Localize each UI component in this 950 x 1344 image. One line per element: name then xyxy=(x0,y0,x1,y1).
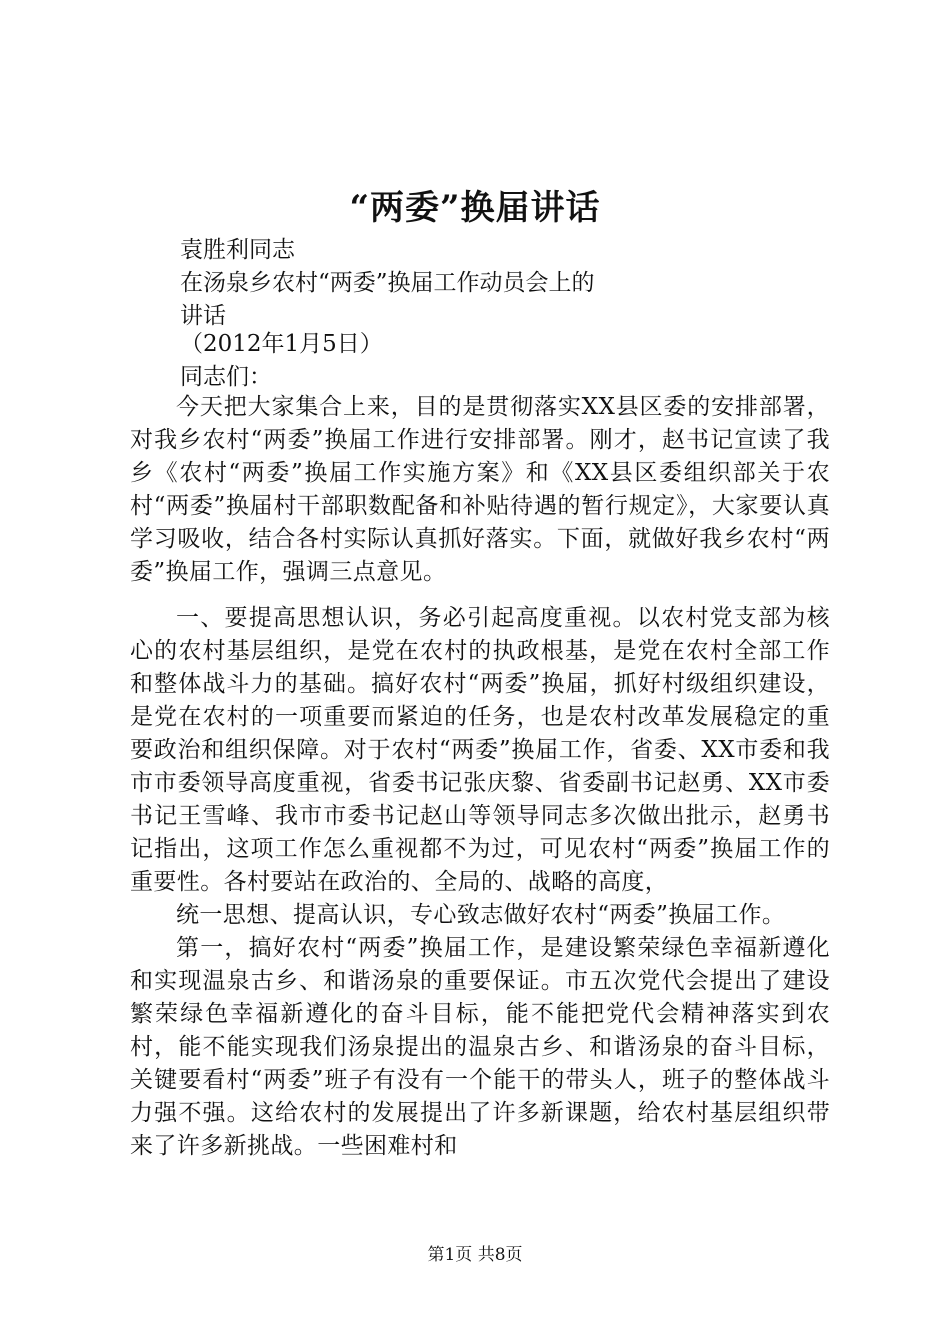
body-section-main xyxy=(130,602,830,1163)
paragraph-intro: 今天把大家集合上来，目的是贯彻落实XX县区委的安排部署，对我乡农村“两委”换届工作进行安排部署。刚才，赵书记宣读了我乡《农村“两委”换届工作实施方案》和《XX县区委组织部关于农村“两委”换届村干部职数配备和补贴待遇的暂行规定》，大家要认真学习吸收，结合各村实际认真抓好落实。下面，就做好我乡农村“两委”换届工作，强调三点意见。 xyxy=(130,394,830,585)
speaker-line: 袁胜利同志 xyxy=(180,237,295,263)
body-section-intro xyxy=(130,391,830,589)
document-title: “两委”换届讲话 xyxy=(349,188,601,228)
page-footer: 第1页 共8页 xyxy=(427,1245,523,1265)
occasion-line-1: 在汤泉乡农村“两委”换届工作动员会上的 xyxy=(180,270,595,296)
salutation-line: 同志们： xyxy=(180,364,272,390)
date-line: （2012年1月5日） xyxy=(180,331,383,357)
paragraph-unify-thinking: 统一思想、提高认识，专心致志做好农村“两委”换届工作。 xyxy=(176,902,786,928)
paragraph-first: 第一，搞好农村“两委”换届工作，是建设繁荣绿色幸福新遵化和实现温泉古乡、和谐汤泉的重要保证。市五次党代会提出了建设繁荣绿色幸福新遵化的奋斗目标，能不能把党代会精神落实到农村，能不能实现我们汤泉提出的温泉古乡、和谐汤泉的奋斗目标，关键要看村“两委”班子有没有一个能干的带头人，班子的整体战斗力强不强。这给农村的发展提出了许多新课题，给农村基层组织带来了许多新挑战。一些困难村和 xyxy=(130,935,830,1159)
paragraph-point-one: 一、要提高思想认识，务必引起高度重视。以农村党支部为核心的农村基层组织，是党在农村的执政根基，是党在农村全部工作和整体战斗力的基础。搞好农村“两委”换届，抓好村级组织建设，是党在农村的一项重要而紧迫的任务，也是农村改革发展稳定的重要政治和组织保障。对于农村“两委”换届工作，省委、XX市委和我市市委领导高度重视，省委书记张庆黎、省委副书记赵勇、XX市委书记王雪峰、我市市委书记赵山等领导同志多次做出批示，赵勇书记指出，这项工作怎么重视都不为过，可见农村“两委”换届工作的重要性。各村要站在政治的、全局的、战略的高度， xyxy=(130,605,830,895)
occasion-line-2: 讲话 xyxy=(180,303,226,329)
